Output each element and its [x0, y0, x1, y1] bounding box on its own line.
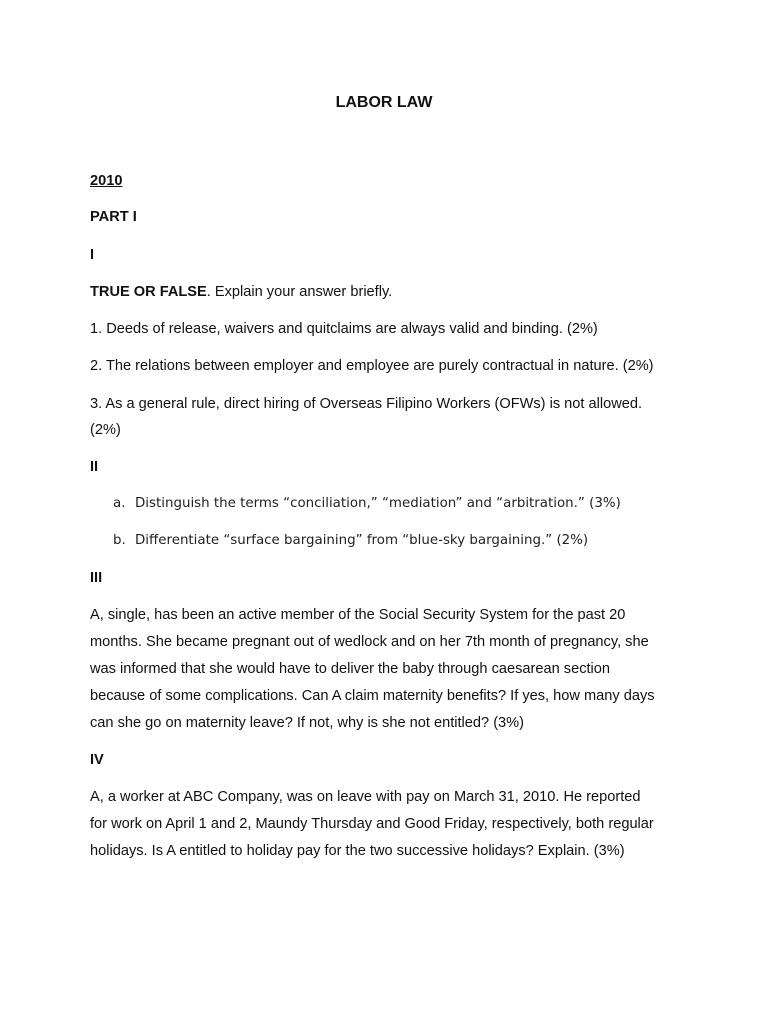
list-marker: a. [113, 496, 126, 511]
sub-question-text: Differentiate “surface bargaining” from “blue-sky bargaining.” (2%) [135, 533, 589, 548]
sub-question [113, 496, 621, 511]
section-numeral-1: I [90, 247, 95, 263]
part-heading: PART I [90, 209, 137, 225]
paragraph-line: for work on April 1 and 2, Maundy Thursday and Good Friday, respectively, both regular [90, 816, 654, 832]
paragraph-line: was informed that she would have to deliver the baby through caesarean section [90, 661, 611, 677]
sub-question-text: Distinguish the terms “conciliation,” “mediation” and “arbitration.” (3%) [135, 496, 621, 511]
question-item-continuation: (2%) [90, 422, 121, 438]
question-item: 3. As a general rule, direct hiring of Overseas Filipino Workers (OFWs) is not allowed. [90, 396, 643, 412]
paragraph-line: A, a worker at ABC Company, was on leave with pay on March 31, 2010. He reported [90, 789, 641, 805]
true-or-false-label: TRUE OR FALSE [90, 284, 207, 300]
paragraph-line: months. She became pregnant out of wedlock and on her 7th month of pregnancy, she [90, 634, 649, 650]
document-title: LABOR LAW [335, 94, 433, 111]
section-numeral-2: II [90, 459, 99, 475]
section-1-heading [90, 284, 392, 300]
question-item: 2. The relations between employer and employee are purely contractual in nature. (2%) [90, 358, 654, 374]
paragraph-line: A, single, has been an active member of the Social Security System for the past 20 [90, 607, 626, 623]
instruction-text: . Explain your answer briefly. [206, 284, 393, 300]
section-numeral-3: III [90, 570, 103, 586]
exam-year: 2010 [90, 173, 123, 189]
sub-question [113, 533, 588, 548]
list-marker: b. [113, 533, 126, 548]
paragraph-line: holidays. Is A entitled to holiday pay for the two successive holidays? Explain. (3%) [90, 843, 625, 859]
paragraph-line: because of some complications. Can A claim maternity benefits? If yes, how many days [90, 688, 655, 704]
question-item: 1. Deeds of release, waivers and quitclaims are always valid and binding. (2%) [90, 321, 598, 337]
section-numeral-4: IV [90, 752, 104, 768]
paragraph-line: can she go on maternity leave? If not, why is she not entitled? (3%) [90, 715, 525, 731]
